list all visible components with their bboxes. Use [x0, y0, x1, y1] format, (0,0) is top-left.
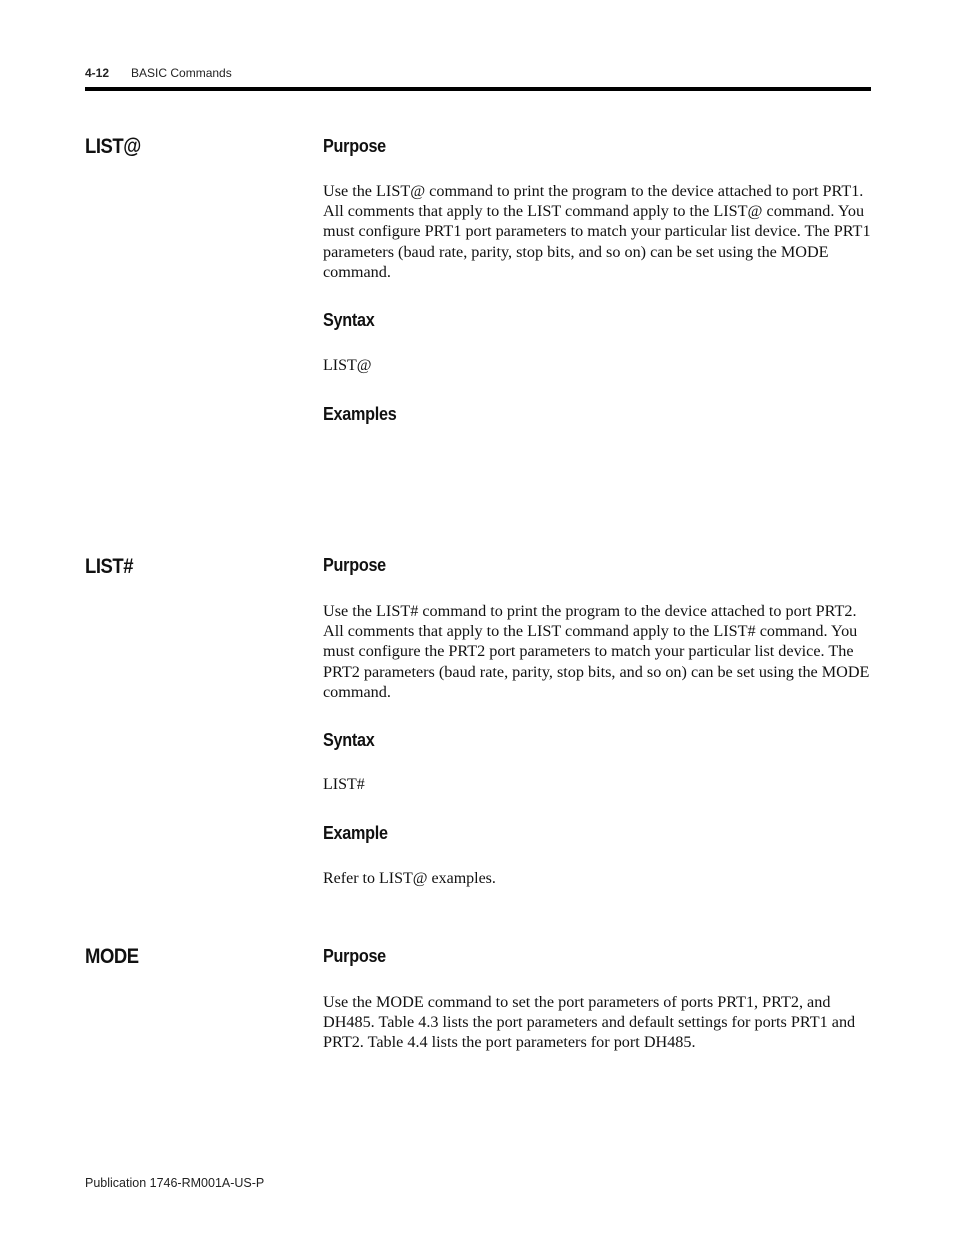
publication-footer: Publication 1746-RM001A-US-P	[85, 1176, 265, 1190]
list-hash-example-text: Refer to LIST@ examples.	[323, 870, 496, 887]
header-rule	[85, 87, 871, 91]
command-title-list-hash: LIST#	[85, 555, 134, 578]
section-title: BASIC Commands	[131, 66, 232, 80]
command-title-mode: MODE	[85, 945, 139, 968]
list-at-purpose-text: Use the LIST@ command to print the program to the device attached to port PRT1. All comments that apply to the LIST command apply to the LIST@ command. You must configure PRT1 port parameters to match your particular list device. The PRT1 parameters (baud rate, parity, stop bits, and so on) can be set using the MODE command.	[323, 182, 871, 281]
list-hash-purpose-heading: Purpose	[323, 555, 386, 575]
list-at-examples-heading: Examples	[323, 404, 397, 424]
page-number: 4-12	[85, 66, 110, 80]
command-title-list-at: LIST@	[85, 135, 141, 158]
mode-purpose-heading: Purpose	[323, 946, 386, 966]
list-hash-syntax-text: LIST#	[323, 776, 365, 793]
list-at-purpose-heading: Purpose	[323, 136, 386, 156]
running-header	[85, 66, 232, 80]
mode-purpose-text: Use the MODE command to set the port parameters of ports PRT1, PRT2, and DH485. Table 4.3 lists the port parameters and default settings for ports PRT1 and PRT2. Table 4.4 lists the port parameters for port DH485.	[323, 993, 856, 1052]
list-at-syntax-text: LIST@	[323, 357, 372, 374]
list-at-syntax-heading: Syntax	[323, 310, 375, 330]
list-hash-purpose-text: Use the LIST# command to print the program to the device attached to port PRT2. All comments that apply to the LIST command apply to the LIST# command. You must configure the PRT2 port parameters to match your particular list device. The PRT2 parameters (baud rate, parity, stop bits, and so on) can be set using the MODE command.	[323, 602, 870, 701]
list-hash-example-heading: Example	[323, 823, 388, 843]
list-hash-syntax-heading: Syntax	[323, 730, 375, 750]
